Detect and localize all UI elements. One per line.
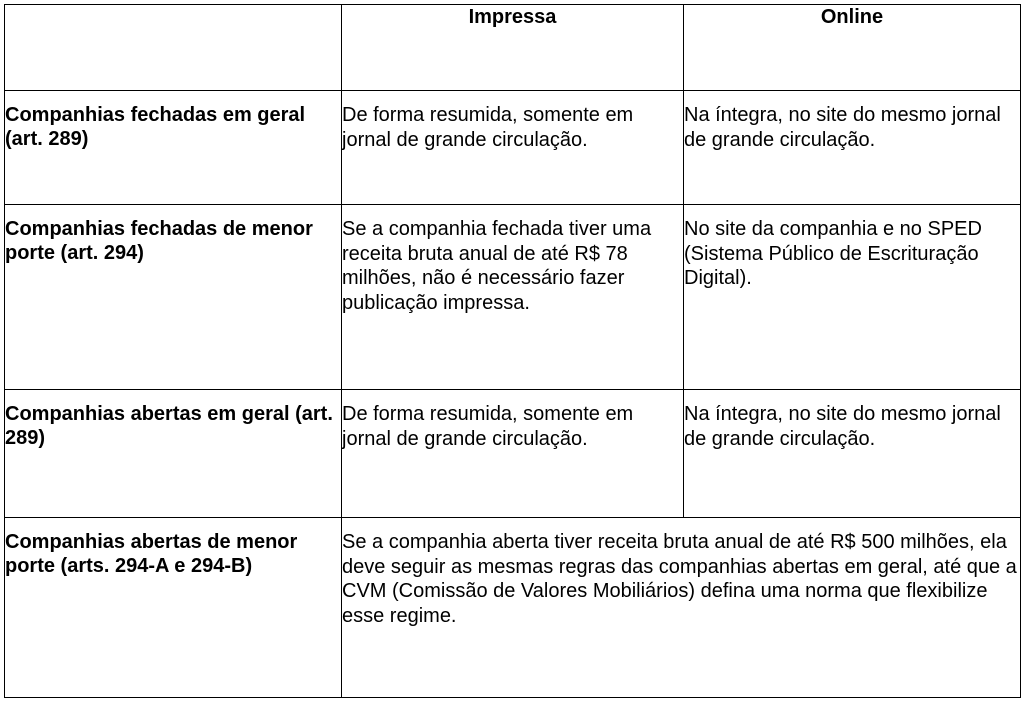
row-label: Companhias abertas em geral (art. 289) bbox=[5, 390, 342, 518]
impressa-cell: De forma resumida, somente em jornal de grande circulação. bbox=[342, 91, 684, 205]
header-online: Online bbox=[684, 5, 1021, 91]
row-label: Companhias fechadas em geral (art. 289) bbox=[5, 91, 342, 205]
merged-cell: Se a companhia aberta tiver receita bruta anual de até R$ 500 milhões, ela deve seguir as mesmas regras das companhias abertas em geral, até que a CVM (Comissão de Valores Mobiliários) defina uma norma que flexibilize esse regime. bbox=[342, 518, 1021, 698]
table-row bbox=[5, 205, 1021, 390]
table-row bbox=[5, 390, 1021, 518]
publication-rules-table bbox=[4, 4, 1021, 698]
table-row bbox=[5, 518, 1021, 698]
row-label: Companhias fechadas de menor porte (art. 294) bbox=[5, 205, 342, 390]
table-row bbox=[5, 91, 1021, 205]
online-cell: Na íntegra, no site do mesmo jornal de grande circulação. bbox=[684, 390, 1021, 518]
row-label: Companhias abertas de menor porte (arts. 294-A e 294-B) bbox=[5, 518, 342, 698]
table-header-row bbox=[5, 5, 1021, 91]
header-empty-cell bbox=[5, 5, 342, 91]
online-cell: Na íntegra, no site do mesmo jornal de grande circulação. bbox=[684, 91, 1021, 205]
online-cell: No site da companhia e no SPED (Sistema Público de Escrituração Digital). bbox=[684, 205, 1021, 390]
impressa-cell: De forma resumida, somente em jornal de grande circulação. bbox=[342, 390, 684, 518]
impressa-cell: Se a companhia fechada tiver uma receita bruta anual de até R$ 78 milhões, não é necessário fazer publicação impressa. bbox=[342, 205, 684, 390]
header-impressa: Impressa bbox=[342, 5, 684, 91]
